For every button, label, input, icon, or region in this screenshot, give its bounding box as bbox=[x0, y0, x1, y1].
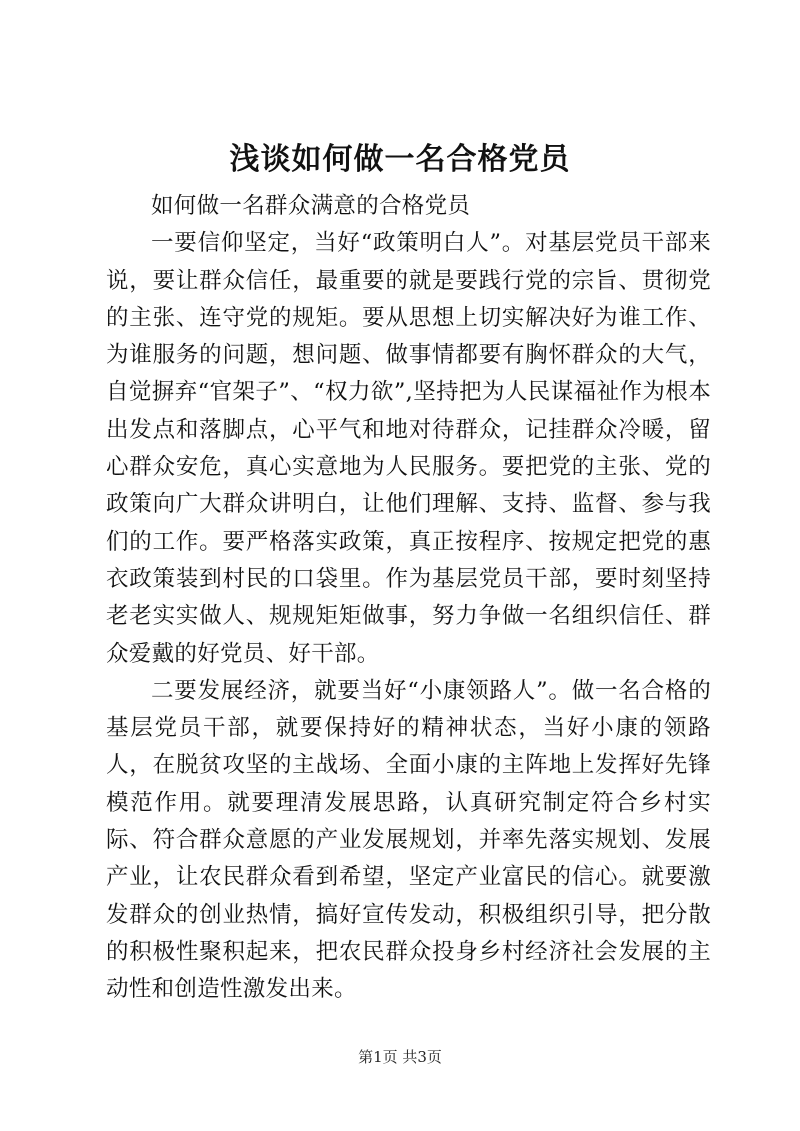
page-footer: 第1页 共3页 bbox=[358, 1048, 442, 1066]
body-paragraph-1: 一要信仰坚定，当好“政策明白人”。对基层党员干部来说，要让群众信任，最重要的就是要践行党的宗旨、贯彻党的主张、连守党的规矩。要从思想上切实解决好为谁工作、为谁服务的问题，想问题、做事情都要有胸怀群众的大气，自觉摒弃“官架子”、“权力欲”,坚持把为人民谋福祉作为根本出发点和落脚点，心平气和地对待群众，记挂群众冷暖，留心群众安危，真心实意地为人民服务。要把党的主张、党的政策向广大群众讲明白，让他们理解、支持、监督、参与我们的工作。要严格落实政策，真正按程序、按规定把党的惠衣政策装到村民的口袋里。作为基层党员干部，要时刻坚持老老实实做人、规规矩矩做事，努力争做一名组织信任、群众爱戴的好党员、好干部。 bbox=[106, 230, 711, 667]
subtitle-paragraph: 如何做一名群众满意的合格党员 bbox=[151, 193, 471, 219]
body-paragraph-2: 二要发展经济，就要当好“小康领路人”。做一名合格的基层党员干部，就要保持好的精神状态，当好小康的领路人，在脱贫攻坚的主战场、全面小康的主阵地上发挥好先锋模范作用。就要理清发展思路，认真研究制定符合乡村实际、符合群众意愿的产业发展规划，并率先落实规划、发展产业，让农民群众看到希望，坚定产业富民的信心。就要激发群众的创业热情，搞好宣传发动，积极组织引导，把分散的积极性聚积起来，把农民群众投身乡村经济社会发展的主动性和创造性激发出来。 bbox=[106, 677, 711, 1003]
document-title: 浅谈如何做一名合格党员 bbox=[229, 142, 571, 177]
document-body bbox=[106, 188, 711, 1009]
